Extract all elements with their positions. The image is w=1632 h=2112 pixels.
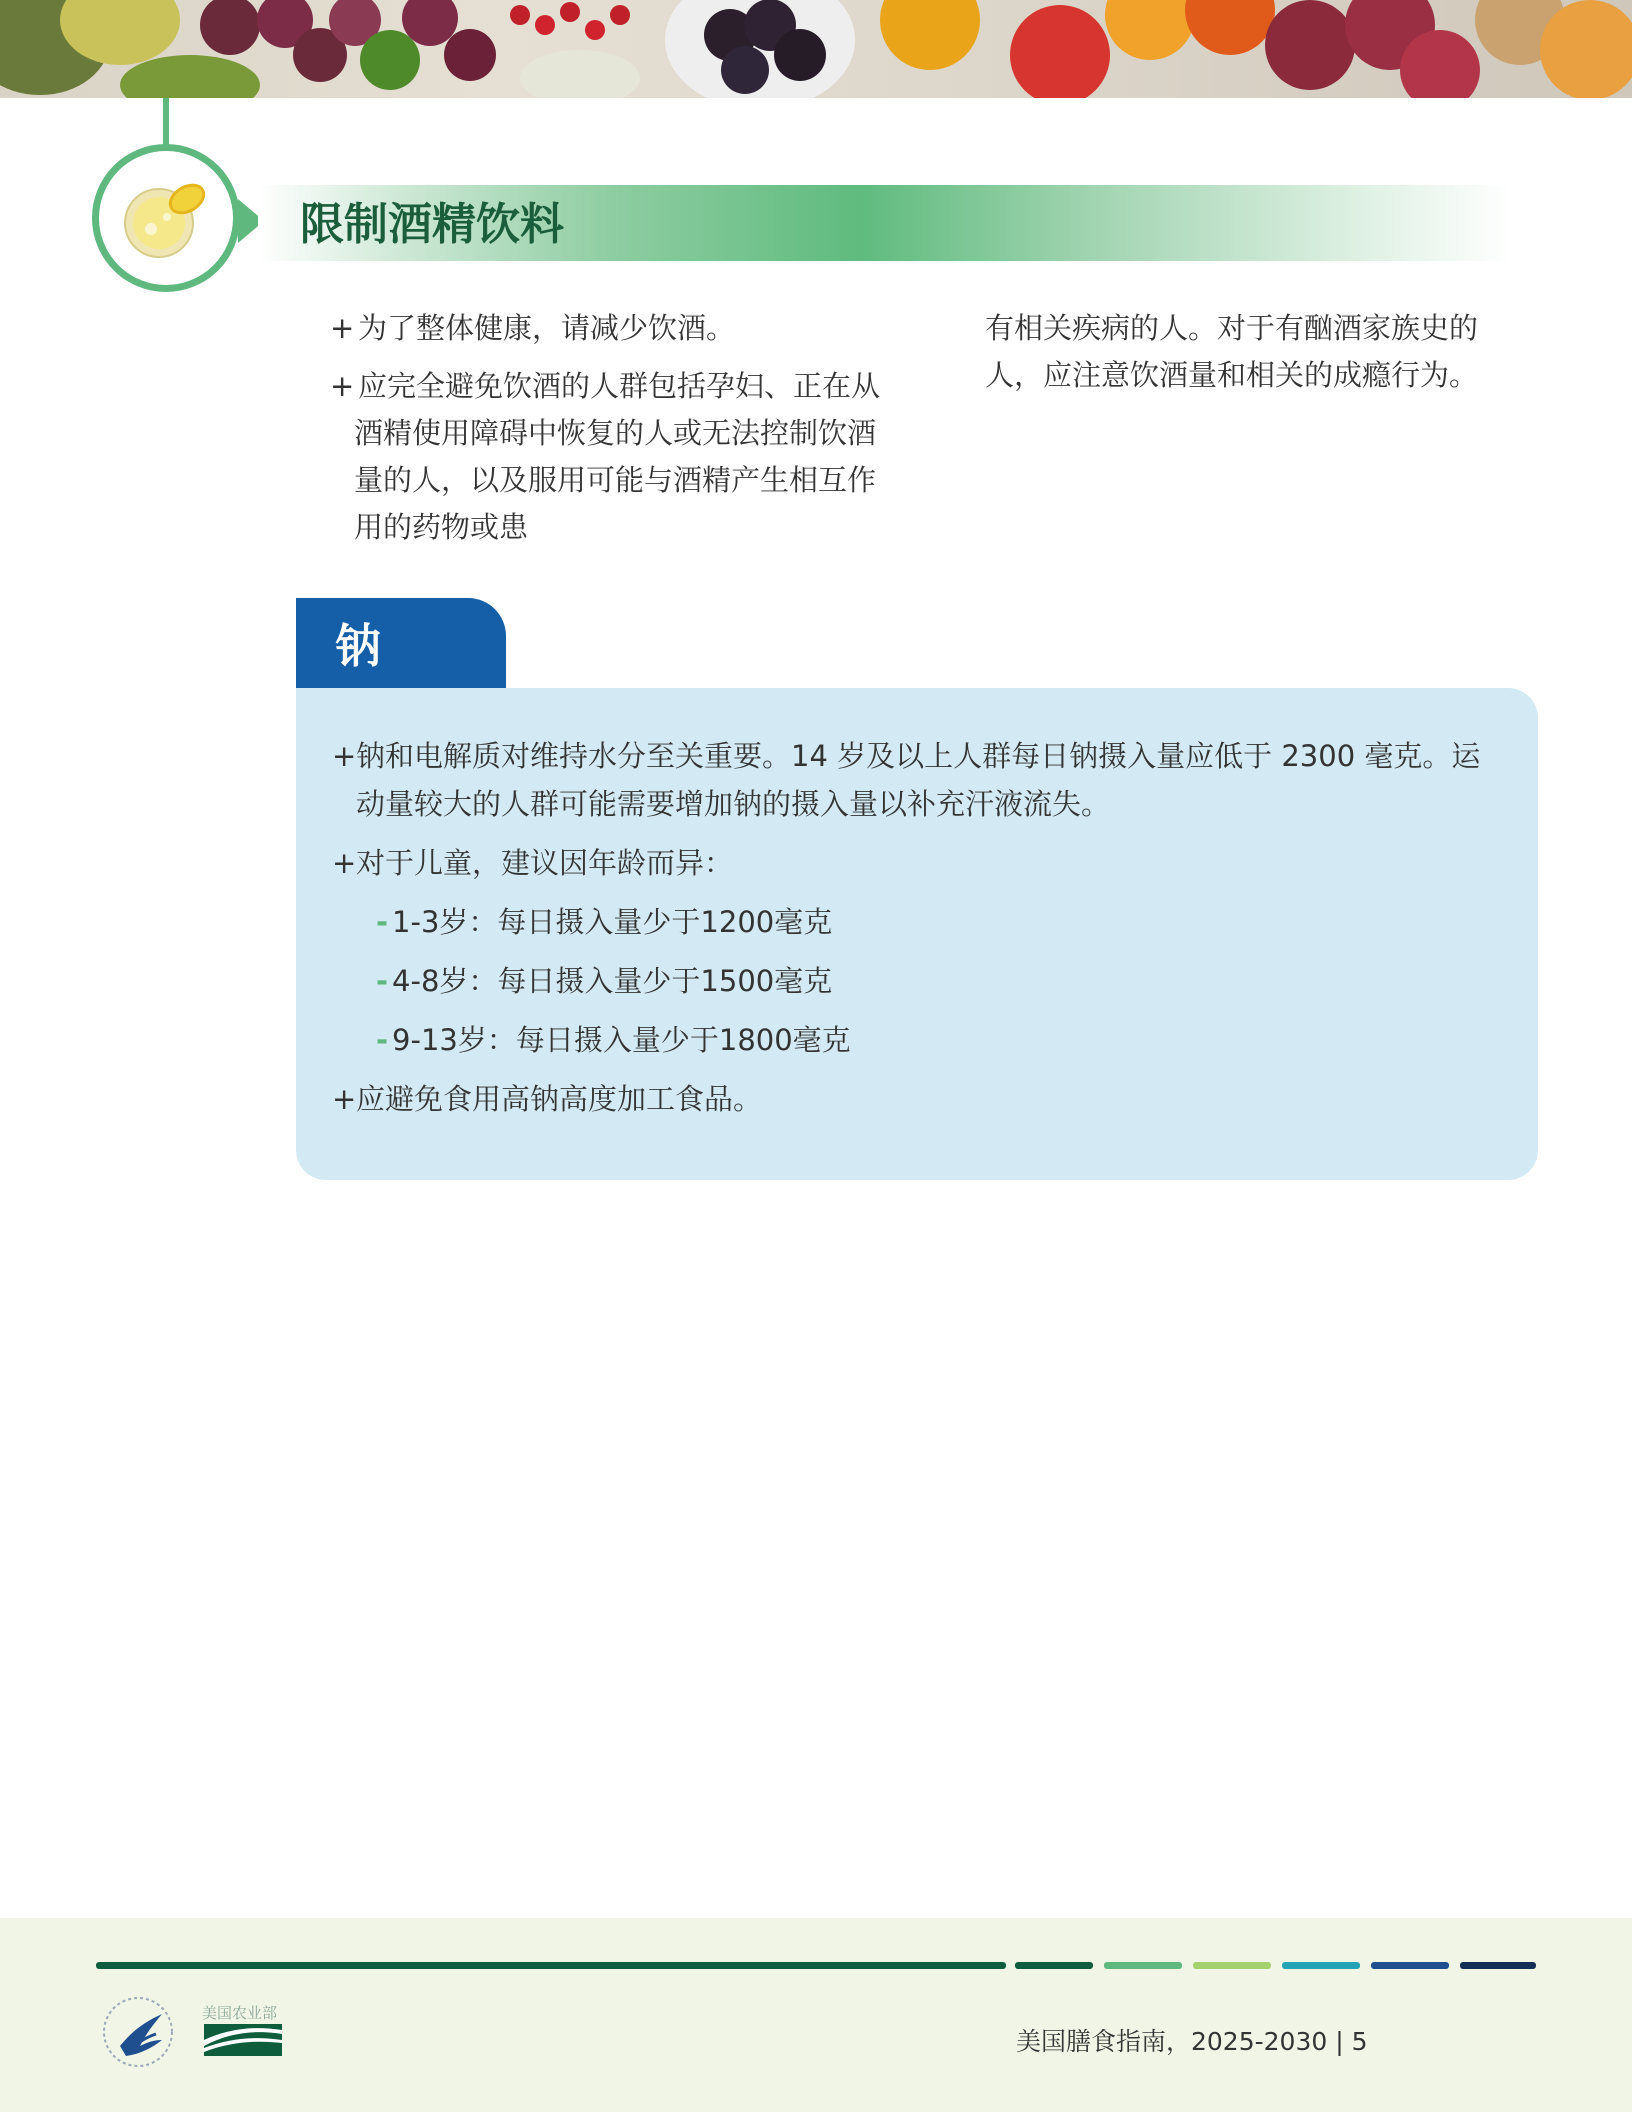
footer-stripe	[1460, 1962, 1536, 1969]
alcohol-left-column	[330, 305, 890, 562]
fruit-banner-image	[0, 0, 1632, 98]
list-item	[330, 363, 890, 551]
list-item-text: 为了整体健康，请减少饮酒。	[358, 311, 736, 345]
alcohol-right-column	[985, 305, 1505, 399]
sodium-tab	[296, 598, 506, 690]
footer-stripe	[1104, 1962, 1182, 1969]
dash-bullet: -	[376, 905, 389, 939]
sub-list-item	[376, 957, 832, 1005]
list-item-text: 应完全避免饮酒的人群包括孕妇、正在从酒精使用障碍中恢复的人或无法控制饮酒量的人，以及服用可能与酒精产生相互作用的药物或患	[354, 369, 881, 544]
plus-bullet: +	[332, 739, 357, 773]
usda-logo	[200, 2000, 284, 2064]
sub-list-item-text: 1-3岁：每日摄入量少于1200毫克	[392, 905, 833, 939]
usda-label: 美国农业部	[202, 2004, 278, 2022]
footer-stripe	[1193, 1962, 1271, 1969]
page-footer-text: 美国膳食指南，2025-2030 | 5	[1016, 2027, 1368, 2056]
plus-bullet: +	[332, 846, 357, 880]
sub-list-item	[376, 898, 832, 946]
list-item	[332, 732, 1492, 828]
section-connector-line	[163, 98, 169, 148]
dash-bullet: -	[376, 1023, 389, 1057]
list-item	[330, 305, 890, 352]
footer-stripe	[1282, 1962, 1360, 1969]
footer-stripe	[96, 1962, 1006, 1969]
footer-stripe	[1015, 1962, 1093, 1969]
sub-list-item-text: 9-13岁：每日摄入量少于1800毫克	[392, 1023, 851, 1057]
sodium-tab-label: 钠	[335, 619, 381, 673]
plus-bullet: +	[332, 1082, 357, 1116]
hhs-eagle-logo	[100, 1994, 180, 2074]
plus-bullet: +	[330, 369, 355, 403]
list-item	[332, 1075, 1492, 1123]
list-item-text: 应避免食用高钠高度加工食品。	[356, 1082, 763, 1116]
list-item-text: 钠和电解质对维持水分至关重要。14 岁及以上人群每日钠摄入量应低于 2300 毫克。运动量较大的人群可能需要增加钠的摄入量以补充汗液流失。	[356, 739, 1481, 821]
footer-stripe	[1371, 1962, 1449, 1969]
plus-bullet: +	[330, 311, 355, 345]
fruit-banner	[0, 0, 1632, 98]
sub-list-item	[376, 1016, 851, 1064]
list-item-text: 对于儿童，建议因年龄而异：	[356, 846, 734, 880]
lemon-drink-icon	[92, 144, 240, 292]
dash-bullet: -	[376, 964, 389, 998]
list-item	[332, 839, 1492, 887]
sub-list-item-text: 4-8岁：每日摄入量少于1500毫克	[392, 964, 833, 998]
list-item-continuation: 有相关疾病的人。对于有酗酒家族史的人，应注意饮酒量和相关的成瘾行为。	[985, 311, 1479, 392]
alcohol-section-title: 限制酒精饮料	[300, 199, 564, 250]
